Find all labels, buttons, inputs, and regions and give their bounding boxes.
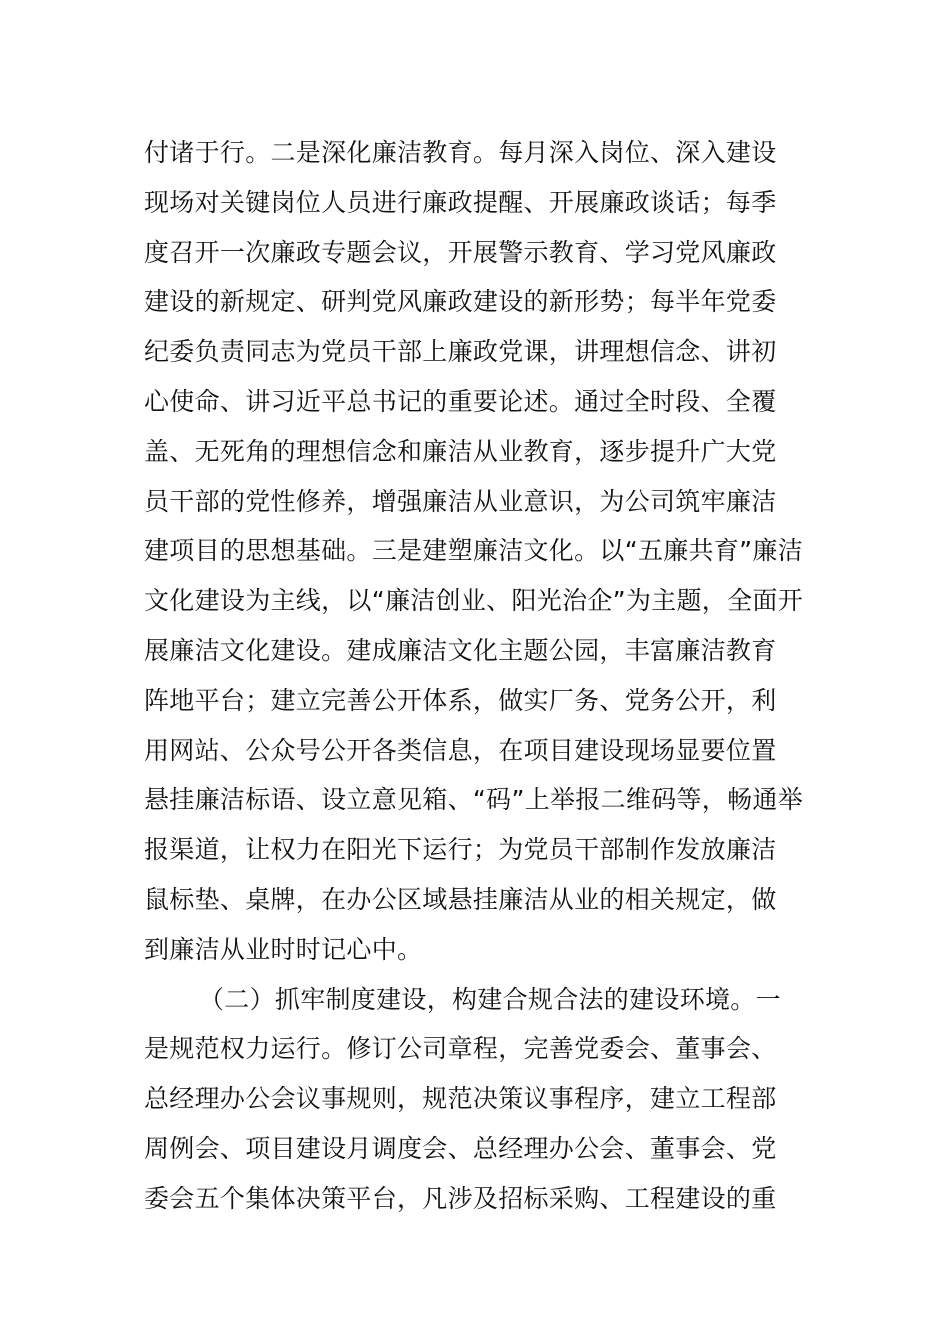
text-line: 心使命、讲习近平总书记的重要论述。通过全时段、全覆 [144, 386, 777, 416]
text-line: 盖、无死角的理想信念和廉洁从业教育，逐步提升广大党 [144, 436, 777, 466]
text-line: 纪委负责同志为党员干部上廉政党课，讲理想信念、讲初 [144, 337, 777, 367]
text-line: 用网站、公众号公开各类信息，在项目建设现场显要位置 [144, 735, 777, 765]
text-line: 度召开一次廉政专题会议，开展警示教育、学习党风廉政 [144, 237, 777, 267]
text-line: 现场对关键岗位人员进行廉政提醒、开展廉政谈话；每季 [144, 187, 777, 217]
text-line: 付诸于行。二是深化廉洁教育。每月深入岗位、深入建设 [144, 138, 777, 167]
text-line: 建设的新规定、研判党风廉政建设的新形势；每半年党委 [144, 287, 777, 317]
text-line: 展廉洁文化建设。建成廉洁文化主题公园，丰富廉洁教育 [144, 635, 777, 665]
text-line: 文化建设为主线，以“廉洁创业、阳光治企”为主题，全面开 [144, 586, 804, 616]
text-line: 总经理办公会议事规则，规范决策议事程序，建立工程部 [144, 1084, 777, 1114]
text-line: 员干部的党性修养，增强廉洁从业意识，为公司筑牢廉洁 [144, 486, 777, 516]
text-line: 到廉洁从业时时记心中。 [144, 934, 423, 964]
text-line: 鼠标垫、桌牌，在办公区域悬挂廉洁从业的相关规定，做 [144, 884, 777, 914]
text-line: 报渠道，让权力在阳光下运行；为党员干部制作发放廉洁 [144, 835, 777, 865]
text-line: 悬挂廉洁标语、设立意见箱、“码”上举报二维码等，畅通举 [144, 785, 804, 815]
text-line: 建项目的思想基础。三是建塑廉洁文化。以“五廉共育”廉洁 [144, 536, 804, 566]
text-line: 周例会、项目建设月调度会、总经理办公会、董事会、党 [144, 1133, 777, 1163]
section-heading-line: （二）抓牢制度建设，构建合规合法的建设环境。一 [199, 984, 781, 1014]
body-text [144, 128, 814, 1224]
text-line: 阵地平台；建立完善公开体系，做实厂务、党务公开，利 [144, 685, 777, 715]
text-line: 委会五个集体决策平台，凡涉及招标采购、工程建设的重 [144, 1183, 777, 1213]
text-line: 是规范权力运行。修订公司章程，完善党委会、董事会、 [144, 1034, 777, 1064]
